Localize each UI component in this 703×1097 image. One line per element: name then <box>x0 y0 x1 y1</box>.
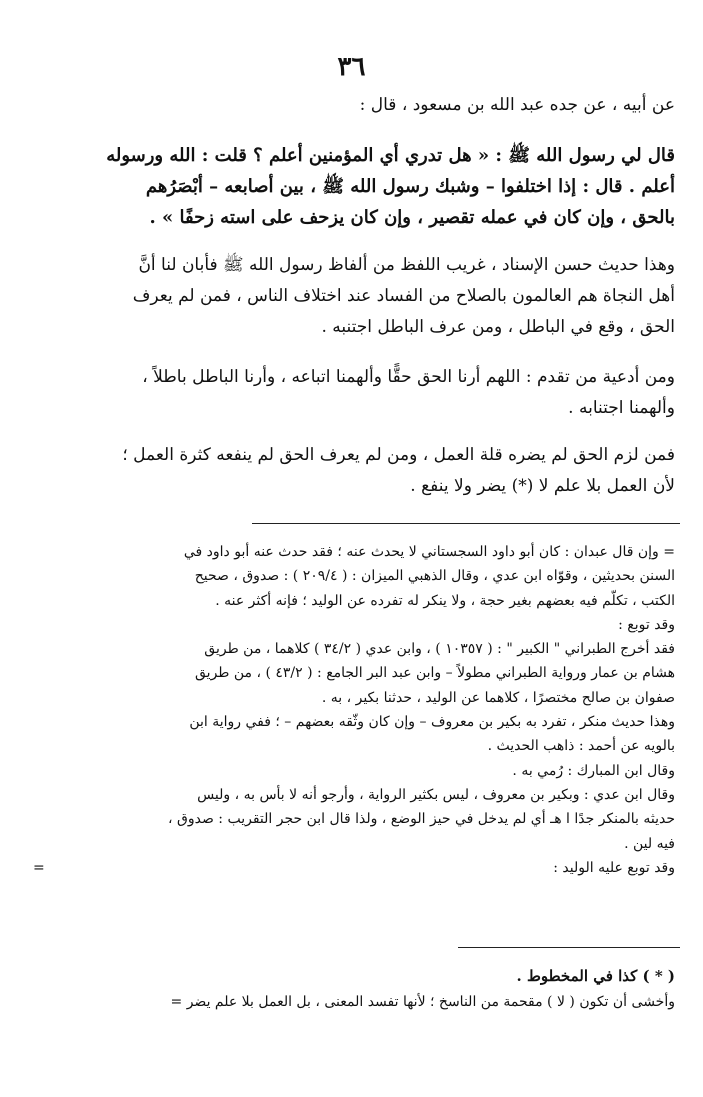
hadith-line: أعلم . قال : إذا اختلفوا – وشبك رسول الله ﷺ ، بين أصابعه – أبْصَرُهم <box>145 176 675 197</box>
footnote-line: وهذا حديث منكر ، تفرد به بكير بن معروف – وإن كان وثّقه بعضهم – ؛ ففي رواية ابن <box>189 714 675 731</box>
manuscript-note <box>23 963 675 1015</box>
footnote-line: فقد أخرج الطبراني " الكبير " : ( ١٠٣٥٧ ) ، وابن عدي ( ٣٤/٢ ) كلاهما ، من طريق <box>204 641 675 658</box>
footnote-last-text: وقد توبع عليه الوليد : <box>553 859 675 876</box>
footnote-line: وقد توبع : <box>618 616 675 633</box>
footnote-line: صفوان بن صالح مختصرًا ، كلاهما عن الوليد ، حدثنا بكير ، به . <box>321 689 675 706</box>
text-line: وألهمنا اجتنابه . <box>568 398 675 418</box>
text-line: الحق ، وقع في الباطل ، ومن عرف الباطل اجتنبه . <box>321 317 675 337</box>
footnote-separator <box>252 523 680 524</box>
hadith-line: بالحق ، وإن كان في عمله تقصير ، وإن كان يزحف على استه زحفًا » . <box>149 207 675 228</box>
text-line: فمن لزم الحق لم يضره قلة العمل ، ومن لم يعرف الحق لم ينفعه كثرة العمل ؛ <box>122 445 675 465</box>
page-number: ٣٦ <box>337 52 366 82</box>
text-line: وهذا حديث حسن الإسناد ، غريب اللفظ من ألفاظ رسول الله ﷺ فأبان لنا أنَّ <box>138 255 675 275</box>
commentary-paragraph-1 <box>23 250 675 343</box>
footnote-line: الكتب ، تكلّم فيه بعضهم بغير حجة ، ولا ينكر له تفرده عن الوليد ؛ فإنه أكثر عنه . <box>215 592 675 609</box>
hadith-paragraph <box>23 140 675 233</box>
note-separator <box>458 947 680 948</box>
footnote-line: فيه لين . <box>624 835 675 852</box>
commentary-paragraph-2 <box>23 362 675 424</box>
footnote-line: بالويه عن أحمد : ذاهب الحديث . <box>487 738 675 755</box>
commentary-paragraph-3 <box>23 440 675 502</box>
continuation-marker: = <box>33 859 45 876</box>
text-line: لأن العمل بلا علم لا (*) يضر ولا ينفع . <box>410 476 675 496</box>
text-line: أهل النجاة هم العالمون بالصلاح من الفساد عند اختلاف الناس ، فمن لم يعرف <box>132 286 675 306</box>
footnotes-block <box>23 540 675 880</box>
footnote-line: هشام بن عمار ورواية الطبراني مطولاً – وابن عبد البر الجامع : ( ٤٣/٢ ) ، من طريق <box>195 665 675 682</box>
footnote-line: حديثه بالمنكر جدًا ا هـ أي لم يدخل في حيز الوضع ، ولذا قال ابن حجر التقريب : صدوق ، <box>168 811 675 828</box>
footnote-line: السنن بحديثين ، وقوّاه ابن عدي ، وقال الذهبي الميزان : ( ٢٠٩/٤ ) : صدوق ، صحيح <box>194 568 675 585</box>
footnote-line: وقال ابن المبارك : رُمي به . <box>512 762 675 779</box>
text-line: ومن أدعية من تقدم : اللهم أرنا الحق حقًّا وألهمنا اتباعه ، وأرنا الباطل باطلاً ، <box>142 367 675 387</box>
intro-paragraph <box>23 90 675 121</box>
footnote-last-line <box>23 856 675 880</box>
intro-line: عن أبيه ، عن جده عبد الله بن مسعود ، قال : <box>359 95 675 115</box>
note-text: وأخشى أن تكون ( لا ) مقحمة من الناسخ ؛ لأنها تفسد المعنى ، بل العمل بلا علم يضر = <box>170 994 675 1010</box>
footnote-line: = وإن قال عبدان : كان أبو داود السجستاني لا يحدث عنه ؛ فقد حدث عنه أبو داود في <box>183 544 675 560</box>
footnote-line: وقال ابن عدي : وبكير بن معروف ، ليس بكثير الرواية ، وأرجو أنه لا بأس به ، وليس <box>197 786 675 803</box>
hadith-line: قال لي رسول الله ﷺ : « هل تدري أي المؤمنين أعلم ؟ قلت : الله ورسوله <box>106 145 675 166</box>
note-heading: ( * ) كذا في المخطوط . <box>516 967 675 985</box>
